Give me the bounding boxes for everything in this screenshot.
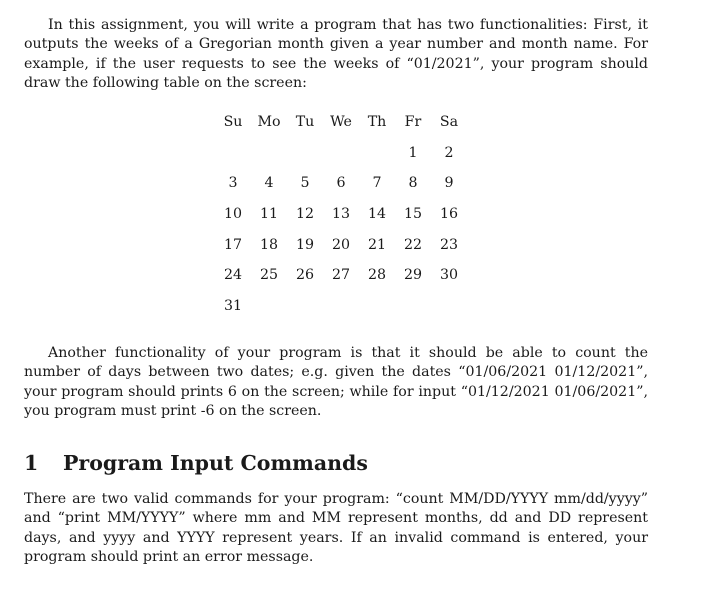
header-su: Su (223, 114, 243, 131)
day-cell: 11 (259, 206, 279, 223)
day-cell: 17 (223, 236, 243, 253)
day-cell: 28 (367, 267, 387, 284)
week-row-4 (215, 229, 467, 260)
day-cell (359, 138, 395, 169)
week-row-6 (215, 291, 467, 322)
day-cell (359, 291, 395, 322)
day-cell: 27 (331, 267, 351, 284)
day-cell: 10 (223, 206, 243, 223)
week-row-3 (215, 199, 467, 230)
header-th: Th (367, 114, 387, 131)
week-row-1 (215, 138, 467, 169)
day-cell: 29 (403, 267, 423, 284)
day-cell: 4 (264, 175, 274, 192)
day-cell (287, 138, 323, 169)
day-cell (323, 138, 359, 169)
day-cell (431, 291, 467, 322)
commands-paragraph: There are two valid commands for your program: “count MM/DD/YYYY mm/dd/yyyy” and “print MM/YYYY” where mm and MM represent months, dd and DD represent days, and yyyy and YYYY represent years. If an invalid command is entered, your program should print an error message. (24, 491, 648, 566)
day-cell: 3 (228, 175, 238, 192)
day-cell: 19 (295, 236, 315, 253)
day-cell: 23 (439, 236, 459, 253)
section-number: 1 (24, 451, 39, 475)
section-title: Program Input Commands (63, 451, 368, 475)
header-we: We (330, 114, 352, 131)
day-cell: 1 (408, 144, 418, 161)
day-cell: 14 (367, 206, 387, 223)
day-cell (251, 291, 287, 322)
day-cell: 7 (372, 175, 382, 192)
day-cell (287, 291, 323, 322)
day-cell: 9 (444, 175, 454, 192)
calendar-table (215, 107, 467, 321)
calendar-header-row (215, 107, 467, 138)
day-cell (251, 138, 287, 169)
day-cell: 15 (403, 206, 423, 223)
intro-paragraph: In this assignment, you will write a program that has two functionalities: First, it outputs the weeks of a Gregorian month given a year number and month name. For example, if the user requests to see the weeks of “01/2021”, your program should draw the following table on the screen: (24, 17, 648, 92)
day-cell (323, 291, 359, 322)
day-cell: 24 (223, 267, 243, 284)
header-tu: Tu (295, 114, 315, 131)
day-cell: 2 (444, 144, 454, 161)
week-row-2 (215, 168, 467, 199)
day-cell (215, 138, 251, 169)
day-cell: 8 (408, 175, 418, 192)
day-cell: 12 (295, 206, 315, 223)
day-cell: 18 (259, 236, 279, 253)
day-cell: 6 (336, 175, 346, 192)
day-cell: 20 (331, 236, 351, 253)
day-cell: 30 (439, 267, 459, 284)
week-row-5 (215, 260, 467, 291)
day-cell: 13 (331, 206, 351, 223)
header-sa: Sa (439, 114, 459, 131)
day-cell: 26 (295, 267, 315, 284)
count-days-paragraph: Another functionality of your program is that it should be able to count the number of days between two dates; e.g. given the dates “01/06/2021 01/12/2021”, your program should prints 6 on the screen; while for input “01/12/2021 01/06/2021”, you program must print -6 on the screen. (24, 345, 648, 420)
day-cell: 22 (403, 236, 423, 253)
day-cell: 21 (367, 236, 387, 253)
header-fr: Fr (404, 114, 422, 131)
day-cell: 16 (439, 206, 459, 223)
day-cell: 25 (259, 267, 279, 284)
day-cell: 5 (300, 175, 310, 192)
header-mo: Mo (257, 114, 281, 131)
section-heading (24, 448, 368, 478)
day-cell (395, 291, 431, 322)
day-cell: 31 (223, 297, 243, 314)
